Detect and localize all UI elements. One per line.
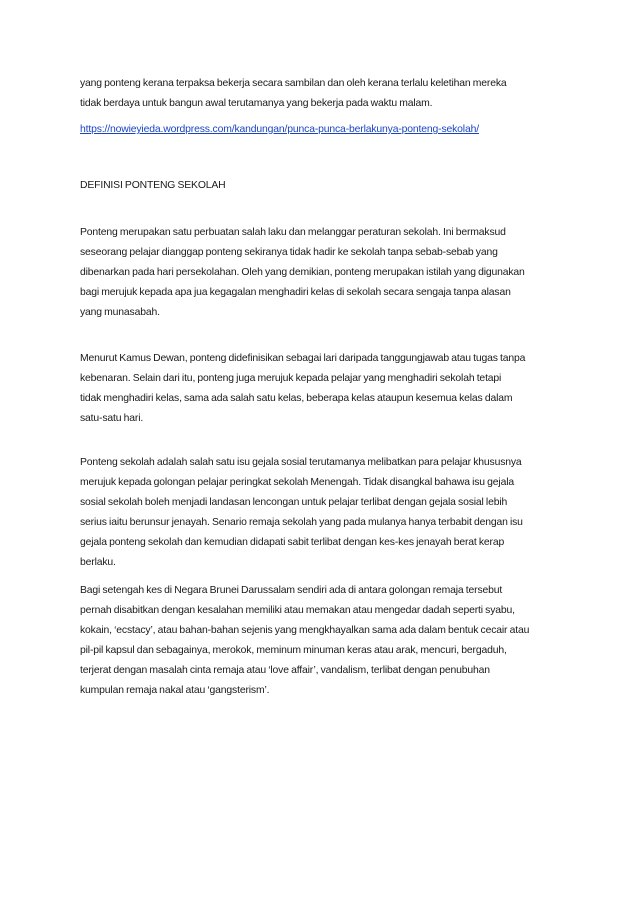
text-line: pernah disabitkan dengan kesalahan memiliki atau memakan atau mengedar dadah seperti syabu, (80, 605, 515, 616)
text-line: dibenarkan pada hari persekolahan. Oleh yang demikian, ponteng merupakan istilah yang digunakan (80, 267, 525, 278)
text-line: yang ponteng kerana terpaksa bekerja secara sambilan dan oleh kerana terlalu keletihan mereka (80, 78, 507, 89)
text-line: seseorang pelajar dianggap ponteng sekiranya tidak hadir ke sekolah tanpa sebab-sebab yang (80, 247, 498, 258)
text-line: Ponteng sekolah adalah salah satu isu gejala sosial terutamanya melibatkan para pelajar khususnya (80, 457, 522, 468)
intro-paragraph (80, 74, 507, 114)
paragraph-social-issue (80, 453, 523, 573)
paragraph-definition (80, 223, 525, 323)
text-line: kokain, ‘ecstacy’, atau bahan-bahan sejenis yang mengkhayalkan sama ada dalam bentuk cecair atau (80, 625, 530, 636)
paragraph-kamus-dewan (80, 349, 525, 429)
text-line: serius iaitu berunsur jenayah. Senario remaja sekolah yang pada mulanya hanya terbabit dengan isu (80, 517, 523, 528)
text-line: terjerat dengan masalah cinta remaja atau ‘love affair’, vandalism, terlibat dengan penubuhan (80, 665, 490, 676)
text-line: satu-satu hari. (80, 413, 144, 424)
text-line: Menurut Kamus Dewan, ponteng didefinisikan sebagai lari daripada tanggungjawab atau tugas tanpa (80, 353, 526, 364)
text-line: merujuk kepada golongan pelajar peringkat sekolah Menengah. Tidak disangkal bahawa isu gejala (80, 477, 515, 488)
text-line: tidak menghadiri kelas, sama ada salah satu kelas, beberapa kelas ataupun kesemua kelas dalam (80, 393, 513, 404)
text-line: gejala ponteng sekolah dan kemudian didapati sabit terlibat dengan kes-kes jenayah berat kerap (80, 537, 505, 548)
text-line: kumpulan remaja nakal atau ‘gangsterism’. (80, 685, 270, 696)
text-line: Ponteng merupakan satu perbuatan salah laku dan melanggar peraturan sekolah. Ini bermaksud (80, 227, 506, 238)
paragraph-brunei-cases (80, 581, 529, 701)
text-line: kebenaran. Selain dari itu, ponteng juga merujuk kepada pelajar yang menghadiri sekolah tetapi (80, 373, 502, 384)
text-line: sosial sekolah boleh menjadi landasan lencongan untuk pelajar terlibat dengan gejala sosial lebih (80, 497, 508, 508)
source-link[interactable]: https://nowieyieda.wordpress.com/kandungan/punca-punca-berlakunya-ponteng-sekolah/ (80, 124, 479, 135)
text-line: bagi merujuk kepada apa jua kegagalan menghadiri kelas di sekolah secara sengaja tanpa alasan (80, 287, 511, 298)
text-line: berlaku. (80, 557, 116, 568)
text-line: tidak berdaya untuk bangun awal terutamanya yang bekerja pada waktu malam. (80, 98, 433, 109)
text-line: Bagi setengah kes di Negara Brunei Darussalam sendiri ada di antara golongan remaja tersebut (80, 585, 503, 596)
text-line: pil-pil kapsul dan sebagainya, merokok, meminum minuman keras atau arak, mencuri, bergaduh, (80, 645, 507, 656)
section-heading: DEFINISI PONTENG SEKOLAH (80, 180, 226, 191)
text-line: yang munasabah. (80, 307, 160, 318)
